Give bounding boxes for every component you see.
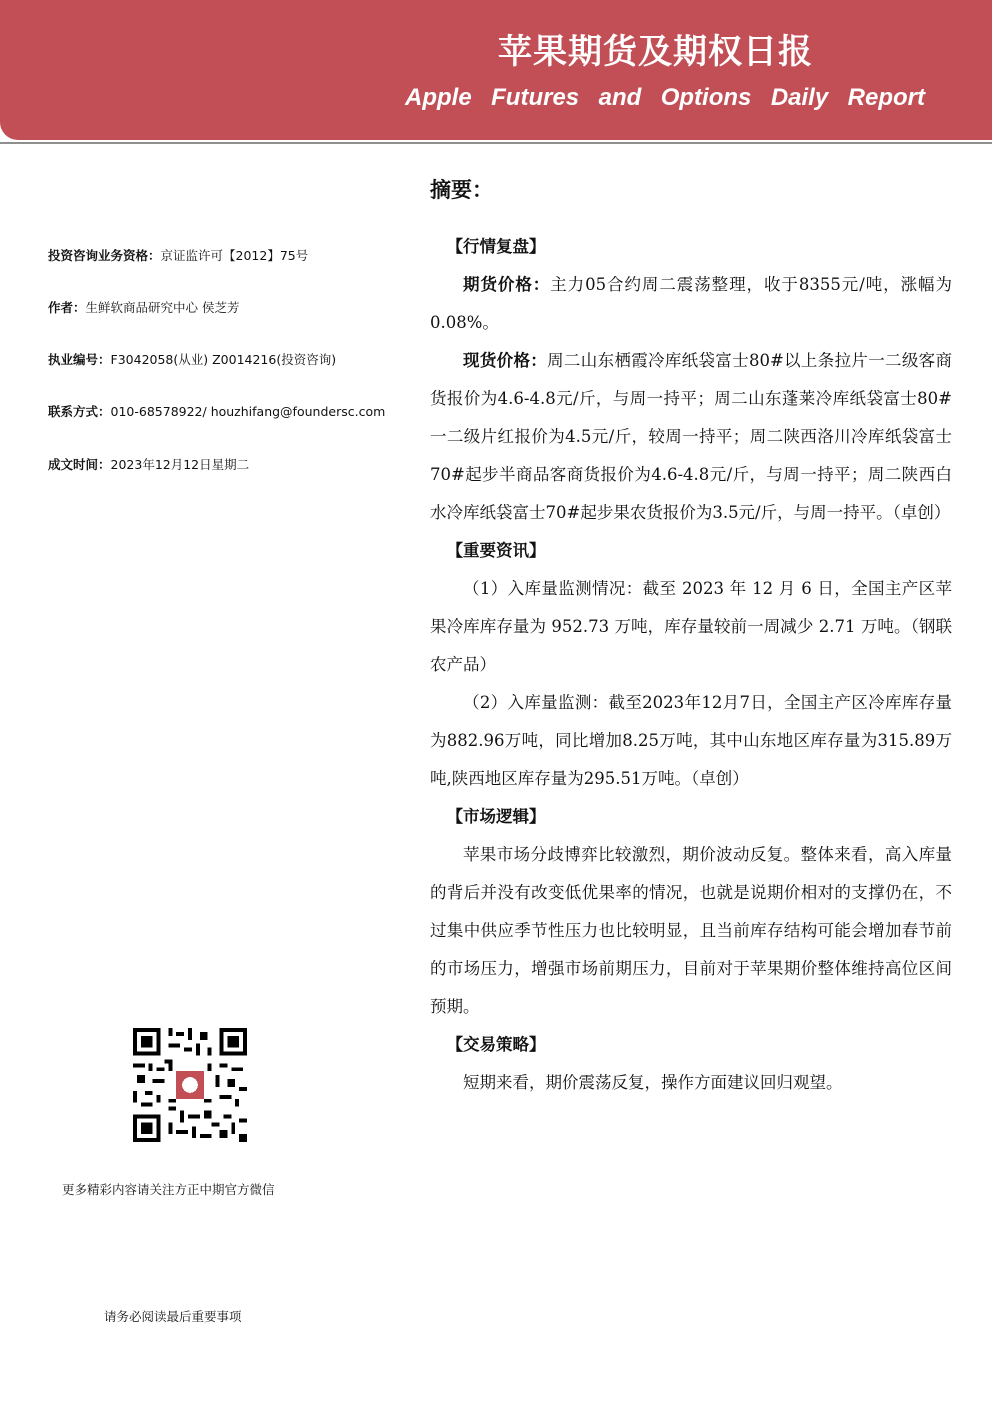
title-en-word: Report: [847, 84, 925, 111]
meta-value: 生鲜软商品研究中心 侯芝芳: [85, 300, 240, 315]
meta-author: [48, 298, 240, 316]
important-notice: 请务必阅读最后重要事项: [104, 1309, 242, 1324]
meta-value: 010-68578922/ houzhifang@foundersc.com: [110, 404, 386, 419]
title-en-word: Options: [660, 84, 752, 111]
paragraph-spot-price: [430, 342, 952, 532]
title-en-word: and: [598, 84, 642, 111]
spot-price-label: 现货价格：: [463, 351, 548, 370]
qr-caption: 更多精彩内容请关注方正中期官方微信: [62, 1182, 275, 1197]
meta-date: [48, 455, 249, 473]
summary-content: [430, 228, 952, 1102]
meta-contact: [48, 402, 385, 420]
futures-price-text: 主力05合约周二震荡整理，收于8355元/吨，涨幅为0.08%。: [430, 275, 952, 332]
meta-label: 投资咨询业务资格：: [48, 248, 161, 263]
meta-license: [48, 350, 336, 368]
spot-price-text: 周二山东栖霞冷库纸袋富士80#以上条拉片一二级客商货报价为4.6-4.8元/斤，与周一持平；周二山东蓬莱冷库纸袋富士80#一二级片红报价为4.5元/斤，较周一持平；周二陕西洛川冷库纸袋富士70#起步半商品客商货报价为4.6-4.8元/斤，与周一持平；周二陕西白水冷库纸袋富士70#起步果农货报价为3.5元/斤，与周一持平。（卓创）: [430, 351, 952, 522]
header-banner: [0, 0, 992, 140]
meta-label: 成文时间：: [48, 457, 111, 472]
section-heading-news: 【重要资讯】: [446, 541, 546, 560]
section-heading-logic: 【市场逻辑】: [446, 807, 546, 826]
qr-code-icon: [133, 1028, 247, 1142]
report-title-cn: 苹果期货及期权日报: [498, 32, 813, 72]
header-divider: [0, 142, 992, 144]
meta-label: 联系方式：: [48, 404, 111, 419]
title-en-word: Daily: [770, 84, 829, 111]
report-title-en: [405, 84, 925, 112]
paragraph-strategy: 短期来看，期价震荡反复，操作方面建议回归观望。: [463, 1073, 843, 1092]
summary-title: 摘要：: [430, 177, 493, 202]
meta-value: F3042058(从业) Z0014216(投资咨询): [110, 352, 337, 367]
paragraph-news-1: （1）入库量监测情况：截至 2023 年 12 月 6 日，全国主产区苹果冷库库存量为 952.73 万吨，库存量较前一周减少 2.71 万吨。（钢联农产品）: [430, 579, 952, 674]
section-heading-market-review: 【行情复盘】: [446, 237, 546, 256]
futures-price-label: 期货价格：: [463, 275, 551, 294]
meta-value: 京证监许可【2012】75号: [160, 248, 309, 263]
meta-value: 2023年12月12日星期二: [110, 457, 250, 472]
section-heading-strategy: 【交易策略】: [446, 1035, 546, 1054]
paragraph-futures-price: [430, 266, 952, 342]
meta-qualification: [48, 246, 308, 264]
meta-label: 作者：: [48, 300, 86, 315]
title-en-word: Apple: [405, 84, 472, 111]
title-en-word: Futures: [491, 84, 580, 111]
meta-label: 执业编号：: [48, 352, 111, 367]
paragraph-logic: 苹果市场分歧博弈比较激烈，期价波动反复。整体来看，高入库量的背后并没有改变低优果率的情况，也就是说期价相对的支撑仍在，不过集中供应季节性压力也比较明显，且当前库存结构可能会增加春节前的市场压力，增强市场前期压力，目前对于苹果期价整体维持高位区间预期。: [430, 845, 952, 1016]
paragraph-news-2: （2）入库量监测：截至2023年12月7日，全国主产区冷库库存量为882.96万吨，同比增加8.25万吨，其中山东地区库存量为315.89万吨,陕西地区库存量为295.51万吨。（卓创）: [430, 693, 952, 788]
